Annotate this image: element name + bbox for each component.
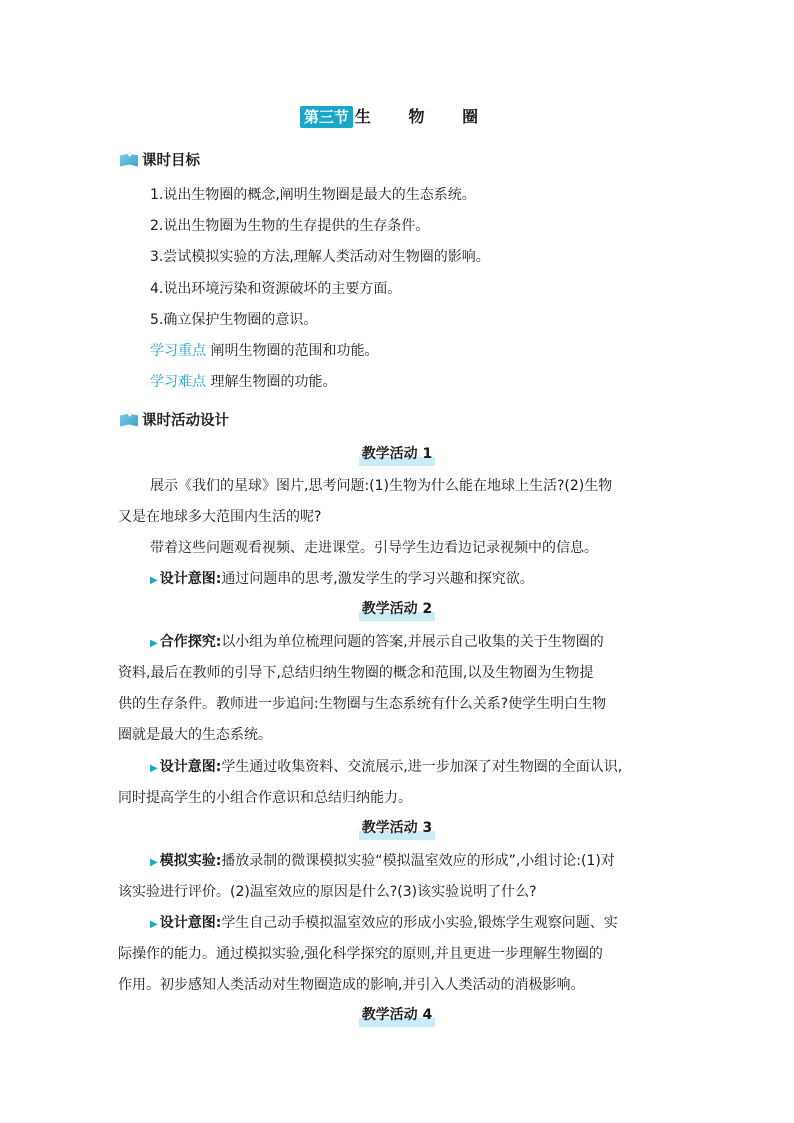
paragraph-line: 又是在地球多大范围内生活的呢? [118,509,322,525]
activity-title-3 [0,818,794,840]
paragraph-line: 作用。初步感知人类活动对生物圈造成的影响,并引入人类活动的消极影响。 [118,977,585,993]
key-point-label: 学习重点 [150,343,206,359]
section-heading-objectives [120,149,200,170]
section-badge: 第三节 [300,106,353,128]
intent-text: 学生自己动手模拟温室效应的形成小实验,锻炼学生观察问题、实 [221,915,618,931]
intent-label: 设计意图: [159,571,222,587]
section-label: 课时目标 [142,153,200,169]
activity-title-text: 教学活动 2 [359,599,436,621]
section-heading-design [120,409,229,430]
triangle-bullet-icon: ▶ [150,638,158,649]
paragraph-line: 资料,最后在教师的引导下,总结归纳生物圈的概念和范围,以及生物圈为生物提 [118,665,594,681]
experiment-paragraph [150,851,710,873]
book-icon: ✦ [120,151,140,169]
triangle-bullet-icon: ▶ [150,575,158,586]
paragraph-line: 圈就是最大的生态系统。 [118,727,272,743]
intent-label: 设计意图: [159,759,222,775]
activity-title-1 [0,444,794,466]
paragraph-line: 供的生存条件。教师进一步追问:生物圈与生态系统有什么关系?使学生明白生物 [118,696,607,712]
intent-text: 通过问题串的思考,激发学生的学习兴趣和探究欲。 [221,571,534,587]
key-point-text: 阐明生物圈的范围和功能。 [210,343,379,359]
activity-title-text: 教学活动 3 [359,818,436,840]
section-label: 课时活动设计 [142,413,229,429]
paragraph-line: 播放录制的微课模拟实验“模拟温室效应的形成”,小组讨论:(1)对 [221,853,615,869]
objective-3: 3.尝试模拟实验的方法,理解人类活动对生物圈的影响。 [150,249,490,265]
objective-2: 2.说出生物圈为生物的生存提供的生存条件。 [150,218,430,234]
activity-title-4 [0,1005,794,1027]
paragraph-line: 同时提高学生的小组合作意识和总结归纳能力。 [118,790,412,806]
page-title [0,106,794,128]
objective-1: 1.说出生物圈的概念,阐明生物圈是最大的生态系统。 [150,187,476,203]
intent-label: 设计意图: [159,915,222,931]
paragraph-line: 际操作的能力。通过模拟实验,强化科学探究的原则,并且更进一步理解生物圈的 [118,946,603,962]
paragraph-line: 带着这些问题观看视频、走进课堂。引导学生边看边记录视频中的信息。 [150,540,598,556]
activity-title-2 [0,599,794,621]
key-point [150,341,710,361]
paragraph-line: 以小组为单位梳理问题的答案,并展示自己收集的关于生物圈的 [221,634,604,650]
paragraph-line: 该实验进行评价。(2)温室效应的原因是什么?(3)该实验说明了什么? [118,884,537,900]
design-intent-2 [150,757,710,779]
difficulty-point [150,372,710,392]
design-intent-1 [150,569,710,591]
book-icon: ✦ [120,411,140,429]
triangle-bullet-icon: ▶ [150,763,158,774]
objective-4: 4.说出环境污染和资源破坏的主要方面。 [150,281,402,297]
title-text: 生 物 圈 [354,107,495,126]
experiment-label: 模拟实验: [159,853,222,869]
design-intent-3 [150,913,710,935]
intent-text: 学生通过收集资料、交流展示,进一步加深了对生物圈的全面认识, [221,759,623,775]
triangle-bullet-icon: ▶ [150,919,158,930]
explore-label: 合作探究: [159,634,222,650]
difficulty-text: 理解生物圈的功能。 [210,374,337,390]
objective-5: 5.确立保护生物圈的意识。 [150,312,318,328]
explore-paragraph [150,632,710,654]
triangle-bullet-icon: ▶ [150,857,158,868]
paragraph-line: 展示《我们的星球》图片,思考问题:(1)生物为什么能在地球上生活?(2)生物 [150,478,613,494]
activity-title-text: 教学活动 4 [359,1005,436,1027]
activity-title-text: 教学活动 1 [359,444,436,466]
difficulty-label: 学习难点 [150,374,206,390]
